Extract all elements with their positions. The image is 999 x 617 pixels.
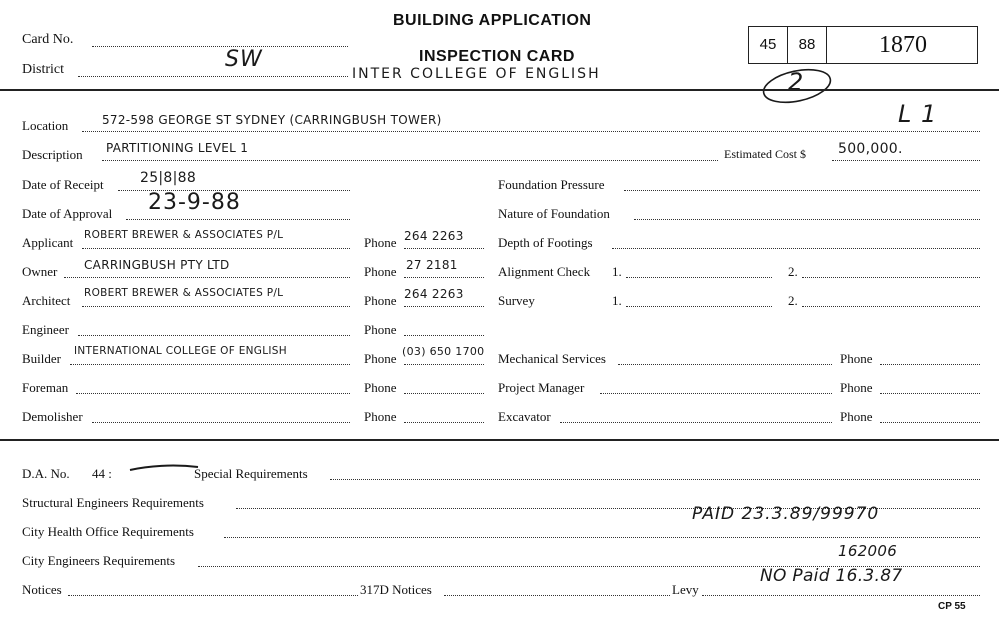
builder-phone-value: (03) 650 1700 <box>402 345 485 358</box>
card-number: 1870 <box>879 32 927 58</box>
mechanical-services-field[interactable] <box>618 364 832 365</box>
description-label: Description <box>22 147 83 162</box>
circled-mark-number: 2 <box>788 68 805 96</box>
city-engineers-label: City Engineers Requirements <box>22 553 176 568</box>
district-value: SW <box>225 47 263 72</box>
form-title-line2: INSPECTION CARD <box>419 48 575 65</box>
mechanical-phone-field[interactable] <box>880 364 980 365</box>
nature-foundation-label: Nature of Foundation <box>498 206 610 221</box>
survey-1-field[interactable] <box>626 306 772 307</box>
architect-field[interactable] <box>82 306 350 307</box>
description-field[interactable] <box>102 160 718 161</box>
card-no-label: Card No. <box>22 32 74 47</box>
alignment-check-2-label: 2. <box>788 264 798 279</box>
applicant-phone-value: 264 2263 <box>404 229 464 243</box>
alignment-check-1-label: 1. <box>612 264 622 279</box>
notices-317d-field[interactable] <box>444 595 670 596</box>
nature-foundation-field[interactable] <box>634 219 980 220</box>
levy-note: NO Paid 16.3.87 <box>760 566 903 586</box>
applicant-label: Applicant <box>22 235 74 250</box>
foreman-phone-field[interactable] <box>404 393 484 394</box>
levy-label: Levy <box>672 582 699 597</box>
number-note: 162006 <box>838 542 898 560</box>
foundation-pressure-field[interactable] <box>624 190 980 191</box>
estimated-cost-label: Estimated Cost $ <box>724 147 806 161</box>
excavator-phone-label: Phone <box>840 409 873 424</box>
builder-phone-field[interactable] <box>404 364 484 365</box>
location-label: Location <box>22 118 69 133</box>
alignment-check-1-field[interactable] <box>626 277 772 278</box>
card-no-field[interactable] <box>92 46 348 47</box>
da-dash-mark <box>128 462 200 474</box>
date-receipt-label: Date of Receipt <box>22 177 104 192</box>
alignment-check-2-field[interactable] <box>802 277 980 278</box>
demolisher-phone-field[interactable] <box>404 422 484 423</box>
owner-value: CARRINGBUSH PTY LTD <box>84 258 230 272</box>
notices-field[interactable] <box>68 595 358 596</box>
builder-value: INTERNATIONAL COLLEGE OF ENGLISH <box>74 345 287 357</box>
district-field[interactable] <box>78 76 348 77</box>
architect-phone-label: Phone <box>364 293 397 308</box>
special-requirements-label: Special Requirements <box>194 466 308 481</box>
corner-mark: L 1 <box>898 100 938 128</box>
project-manager-phone-label: Phone <box>840 380 873 395</box>
description-value: PARTITIONING LEVEL 1 <box>106 141 249 155</box>
levy-field[interactable] <box>702 595 980 596</box>
district-label: District <box>22 62 64 77</box>
survey-2-field[interactable] <box>802 306 980 307</box>
date-approval-value: 23-9-88 <box>148 190 241 215</box>
da-no-label: D.A. No. <box>22 466 70 481</box>
demolisher-phone-label: Phone <box>364 409 397 424</box>
date-approval-label: Date of Approval <box>22 206 113 221</box>
applicant-field[interactable] <box>82 248 350 249</box>
location-field[interactable] <box>82 131 980 132</box>
builder-label: Builder <box>22 351 61 366</box>
engineer-phone-label: Phone <box>364 322 397 337</box>
project-manager-label: Project Manager <box>498 380 585 395</box>
applicant-phone-label: Phone <box>364 235 397 250</box>
estimated-cost-value: 500,000. <box>838 141 903 157</box>
mechanical-services-label: Mechanical Services <box>498 351 606 366</box>
owner-phone-label: Phone <box>364 264 397 279</box>
excavator-field[interactable] <box>560 422 832 423</box>
engineer-label: Engineer <box>22 322 69 337</box>
form-code: CP 55 <box>938 601 966 612</box>
project-manager-phone-field[interactable] <box>880 393 980 394</box>
architect-phone-field[interactable] <box>404 306 484 307</box>
builder-phone-label: Phone <box>364 351 397 366</box>
owner-phone-value: 27 2181 <box>406 258 458 272</box>
depth-footings-field[interactable] <box>612 248 980 249</box>
engineer-field[interactable] <box>78 335 350 336</box>
builder-field[interactable] <box>70 364 350 365</box>
owner-phone-field[interactable] <box>404 277 484 278</box>
owner-field[interactable] <box>64 277 350 278</box>
special-requirements-field[interactable] <box>330 479 980 480</box>
details-divider <box>0 439 999 441</box>
notices-label: Notices <box>22 582 62 597</box>
structural-requirements-label: Structural Engineers Requirements <box>22 495 204 510</box>
architect-phone-value: 264 2263 <box>404 287 464 301</box>
demolisher-label: Demolisher <box>22 409 83 424</box>
health-requirements-field[interactable] <box>224 537 980 538</box>
excavator-phone-field[interactable] <box>880 422 980 423</box>
notices-317d-label: 317D Notices <box>360 582 432 597</box>
architect-label: Architect <box>22 293 71 308</box>
project-manager-field[interactable] <box>600 393 832 394</box>
header-divider <box>0 89 999 91</box>
number-box-b: 88 <box>788 27 827 63</box>
survey-2-label: 2. <box>788 293 798 308</box>
foreman-phone-label: Phone <box>364 380 397 395</box>
card-number-box <box>748 26 978 64</box>
date-approval-field[interactable] <box>126 219 350 220</box>
demolisher-field[interactable] <box>92 422 350 423</box>
handwritten-college-note: INTER COLLEGE OF ENGLISH <box>352 66 601 82</box>
paid-note: PAID 23.3.89/99970 <box>692 504 880 524</box>
date-receipt-value: 25|8|88 <box>140 170 197 186</box>
excavator-label: Excavator <box>498 409 551 424</box>
survey-1-label: 1. <box>612 293 622 308</box>
estimated-cost-field[interactable] <box>832 160 980 161</box>
foundation-pressure-label: Foundation Pressure <box>498 177 605 192</box>
alignment-check-label: Alignment Check <box>498 264 591 279</box>
architect-value: ROBERT BREWER & ASSOCIATES P/L <box>84 287 284 299</box>
mechanical-phone-label: Phone <box>840 351 873 366</box>
applicant-phone-field[interactable] <box>404 248 484 249</box>
health-requirements-label: City Health Office Requirements <box>22 524 194 539</box>
location-value: 572-598 GEORGE ST SYDNEY (CARRINGBUSH TOWER) <box>102 113 442 127</box>
form-title-line1: BUILDING APPLICATION <box>393 12 592 29</box>
survey-label: Survey <box>498 293 535 308</box>
number-box-a: 45 <box>749 27 788 63</box>
foreman-label: Foreman <box>22 380 69 395</box>
depth-footings-label: Depth of Footings <box>498 235 593 250</box>
da-no-value: 44 : <box>92 466 112 481</box>
foreman-field[interactable] <box>76 393 350 394</box>
engineer-phone-field[interactable] <box>404 335 484 336</box>
applicant-value: ROBERT BREWER & ASSOCIATES P/L <box>84 229 284 241</box>
owner-label: Owner <box>22 264 58 279</box>
